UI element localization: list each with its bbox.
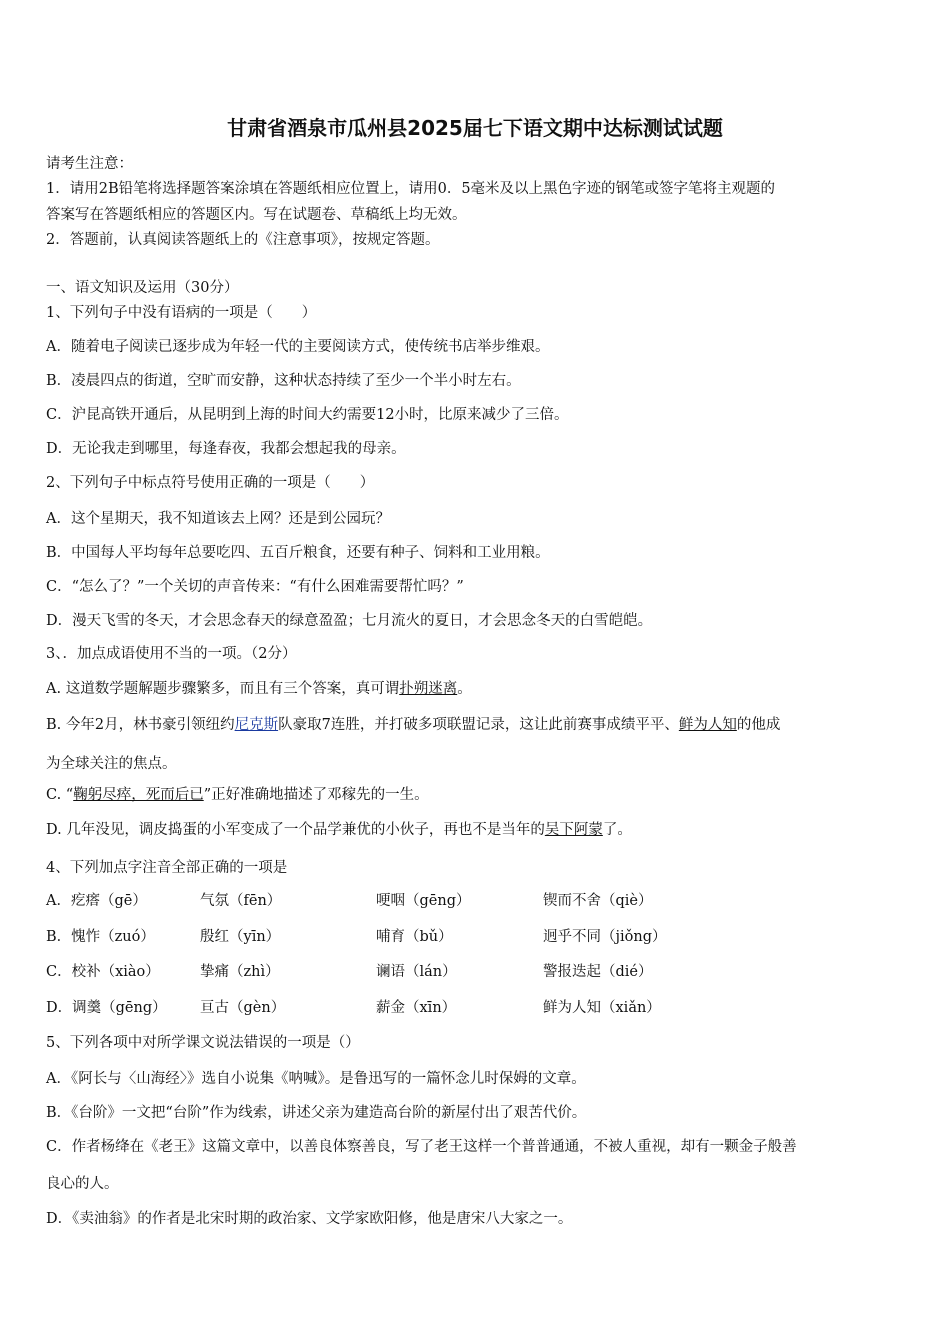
question-5-option-c: C．作者杨绛在《老王》这篇文章中，以善良体察善良，写了老王这样一个普普通通，不被人重视，却有一颗金子般善 [46,1139,797,1155]
question-3-option-d [46,818,632,839]
option-text: 队豪取7连胜，并打破多项联盟记录，这让此前赛事成绩平平、 [278,717,679,733]
question-3-option-b [46,713,780,734]
pinyin-item: 鲜为人知（xiǎn） [543,1000,661,1016]
pinyin-item: 挚痛（zhì） [200,964,280,980]
question-3-stem: 3、．加点成语使用不当的一项。（2分） [46,646,297,662]
pinyin-item: B．愧怍（zuó） [46,929,155,945]
idiom-underlined: 吴下阿蒙 [544,822,603,838]
section-heading: 一、语文知识及运用（30分） [46,280,239,296]
question-2-stem: 2、下列句子中标点符号使用正确的一项是（ ） [46,475,375,491]
question-5-option-a: A．《阿长与〈山海经〉》选自小说集《呐喊》。是鲁迅写的一篇怀念儿时保姆的文章。 [46,1071,586,1087]
question-3-option-b-cont: 为全球关注的焦点。 [46,756,177,772]
pinyin-item: C．校补（xiào） [46,964,160,980]
pinyin-item: 锲而不舍（qiè） [543,893,653,909]
pinyin-item: 迥乎不同（jiǒng） [543,929,667,945]
option-text: 。 [457,681,472,697]
notice-item-1a: 1．请用2B铅笔将选择题答案涂填在答题纸相应位置上，请用0．5毫米及以上黑色字迹的钢笔或签字笔将主观题的 [46,181,776,197]
option-text: D. 几年没见，调皮捣蛋的小军变成了一个品学兼优的小伙子，再也不是当年的 [46,822,545,838]
question-1-stem: 1、下列句子中没有语病的一项是（ ） [46,305,317,321]
knicks-link[interactable]: 尼克斯 [234,717,279,733]
option-text: A. 这道数学题解题步骤繁多，而且有三个答案，真可谓 [46,681,400,697]
question-5-option-c-cont: 良心的人。 [46,1176,119,1192]
option-text: B. 今年2月，林书豪引领纽约 [46,717,235,733]
question-2-option-b: B．中国每人平均每年总要吃四、五百斤粮食，还要有种子、饲料和工业用粮。 [46,545,550,561]
idiom-underlined: 扑朔迷离 [399,681,458,697]
pinyin-item: 哽咽（gēng） [376,893,471,909]
idiom-underlined: 鞠躬尽瘁，死而后已 [73,787,204,803]
notice-heading: 请考生注意： [46,156,133,172]
option-text: 了。 [602,822,632,838]
question-1-option-b: B．凌晨四点的街道，空旷而安静，这种状态持续了至少一个半小时左右。 [46,373,521,389]
pinyin-item: 谰语（lán） [376,964,457,980]
question-5-option-d: D．《卖油翁》的作者是北宋时期的政治家、文学家欧阳修，他是唐宋八大家之一。 [46,1211,573,1227]
question-5-option-b: B．《台阶》一文把“台阶”作为线索，讲述父亲为建造高台阶的新屋付出了艰苦代价。 [46,1105,587,1121]
option-text: 的他成 [736,717,781,733]
notice-item-2: 2．答题前，认真阅读答题纸上的《注意事项》，按规定答题。 [46,232,440,248]
question-2-option-d: D．漫天飞雪的冬天，才会思念春天的绿意盈盈；七月流火的夏日，才会思念冬天的白雪皑皑。 [46,613,653,629]
question-1-option-c: C．沪昆高铁开通后，从昆明到上海的时间大约需要12小时，比原来减少了三倍。 [46,407,569,423]
option-text: ”正好准确地描述了邓稼先的一生。 [203,787,429,803]
pinyin-item: 殷红（yīn） [200,929,281,945]
pinyin-item: 薪金（xīn） [376,1000,457,1016]
notice-item-1b: 答案写在答题纸相应的答题区内。写在试题卷、草稿纸上均无效。 [46,207,467,223]
question-3-option-c [46,783,429,804]
question-3-option-a [46,677,472,698]
question-2-option-a: A．这个星期天，我不知道该去上网？还是到公园玩？ [46,511,390,527]
pinyin-item: 气氛（fēn） [200,893,282,909]
pinyin-item: A．疙瘩（gē） [46,893,147,909]
question-2-option-c: C．“怎么了？”一个关切的声音传来：“有什么困难需要帮忙吗？” [46,579,464,595]
idiom-underlined: 鲜为人知 [678,717,737,733]
question-1-option-d: D．无论我走到哪里，每逢春夜，我都会想起我的母亲。 [46,441,406,457]
pinyin-item: D．调羹（gēng） [46,1000,167,1016]
pinyin-item: 哺育（bǔ） [376,929,453,945]
pinyin-item: 亘古（gèn） [200,1000,286,1016]
option-text: C. “ [46,787,74,803]
question-4-stem: 4、下列加点字注音全部正确的一项是 [46,860,288,876]
page-title: 甘肃省酒泉市瓜州县2025届七下语文期中达标测试试题 [227,116,723,140]
question-1-option-a: A．随着电子阅读已逐步成为年轻一代的主要阅读方式，使传统书店举步维艰。 [46,339,550,355]
question-5-stem: 5、下列各项中对所学课文说法错误的一项是（） [46,1035,360,1051]
pinyin-item: 警报迭起（dié） [543,964,653,980]
